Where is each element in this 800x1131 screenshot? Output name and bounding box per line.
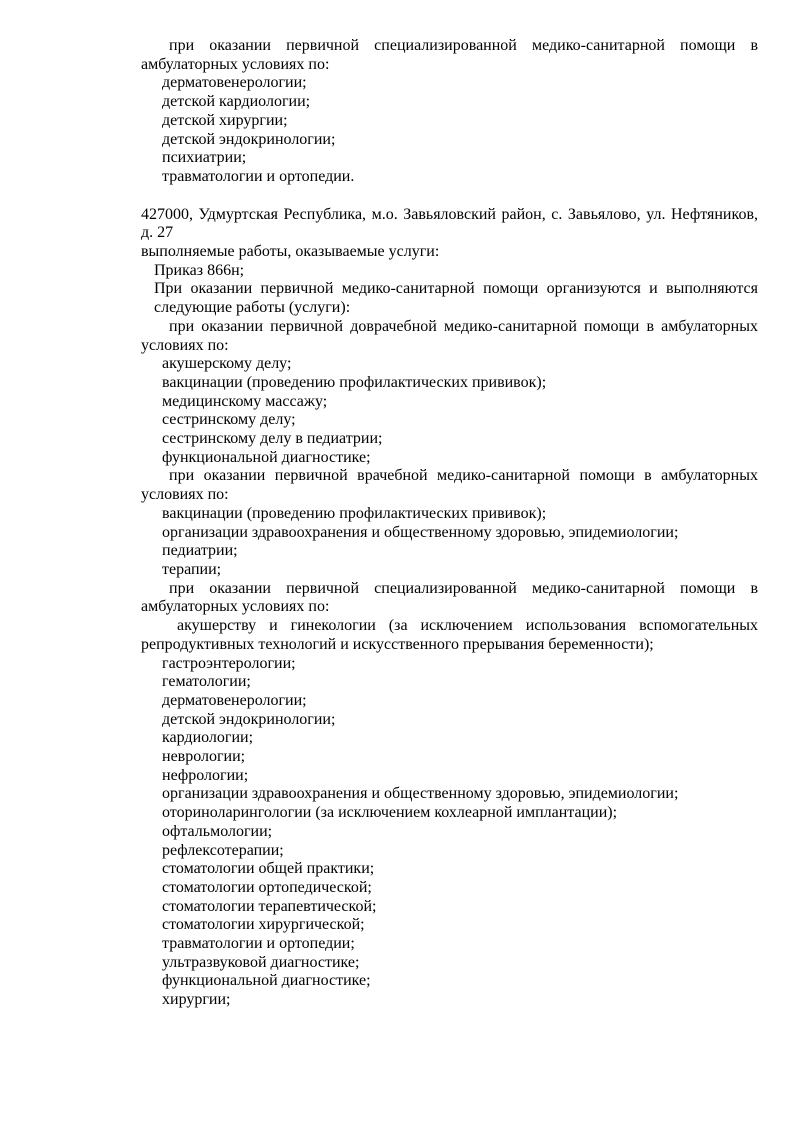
text-line: сестринскому делу; <box>162 411 296 429</box>
blank-line <box>141 187 758 206</box>
text-line: травматологии и ортопедии. <box>162 167 355 185</box>
text-line: детской кардиологии; <box>162 93 311 111</box>
text-line: акушерскому делу; <box>162 355 292 373</box>
text-line: нефрологии; <box>162 766 249 784</box>
text-line: психиатрии; <box>162 149 247 167</box>
text-line: функциональной диагностике; <box>162 972 371 990</box>
text-line: травматологии и ортопедии; <box>162 935 355 953</box>
text-line: оториноларингологии (за исключением кохлеарной имплантации); <box>162 804 618 822</box>
text-line: При оказании первичной медико-санитарной помощи организуются и выполняются следующие работы (услуги): <box>154 280 758 317</box>
text-line: гематологии; <box>162 673 251 691</box>
text-line: гастроэнтерологии; <box>162 654 296 672</box>
text-line: выполняемые работы, оказываемые услуги: <box>141 243 440 261</box>
text-line: офтальмологии; <box>162 822 273 840</box>
text-line: вакцинации (проведению профилактических прививок); <box>162 504 547 522</box>
text-line: детской эндокринологии; <box>162 710 336 728</box>
text-line: педиатрии; <box>162 542 238 560</box>
text-line: при оказании первичной специализированной медико-санитарной помощи в амбулаторных условиях по: <box>141 579 758 616</box>
text-line: стоматологии хирургической; <box>162 916 365 934</box>
text-line: сестринскому делу в педиатрии; <box>162 430 383 448</box>
text-line: рефлексотерапии; <box>162 841 284 859</box>
text-line: неврологии; <box>162 748 246 766</box>
text-line: Приказ 866н; <box>154 261 245 279</box>
text-line: медицинскому массажу; <box>162 392 328 410</box>
text-line: детской эндокринологии; <box>162 130 336 148</box>
text-line: акушерству и гинекологии (за исключением использования вспомогательных репродуктивных технологий и искусственного прерывания беременности); <box>141 617 758 653</box>
text-line: стоматологии общей практики; <box>162 860 375 878</box>
text-line: кардиологии; <box>162 729 254 747</box>
text-line: при оказании первичной специализированной медико-санитарной помощи в амбулаторных условиях по: <box>141 37 758 73</box>
text-line: стоматологии ортопедической; <box>162 878 372 896</box>
text-line: дерматовенерологии; <box>162 691 307 709</box>
text-line: вакцинации (проведению профилактических прививок); <box>162 373 547 391</box>
text-line: организации здравоохранения и общественному здоровью, эпидемиологии; <box>162 785 679 803</box>
text-line: дерматовенерологии; <box>162 74 307 92</box>
text-line: организации здравоохранения и общественному здоровью, эпидемиологии; <box>162 523 679 541</box>
text-line: хирургии; <box>162 991 231 1009</box>
text-line: детской хирургии; <box>162 111 288 129</box>
text-line: при оказании первичной доврачебной медико-санитарной помощи в амбулаторных условиях по: <box>141 317 758 354</box>
text-line: при оказании первичной врачебной медико-санитарной помощи в амбулаторных условиях по: <box>141 467 758 504</box>
document-body <box>141 37 758 1010</box>
text-line: терапии; <box>162 560 222 578</box>
text-line: 427000, Удмуртская Республика, м.о. Завьяловский район, с. Завьялово, ул. Нефтяников, д. 27 <box>141 205 758 242</box>
text-line: ультразвуковой диагностике; <box>162 953 360 971</box>
text-line: стоматологии терапевтической; <box>162 897 377 915</box>
text-line: функциональной диагностике; <box>162 448 371 466</box>
